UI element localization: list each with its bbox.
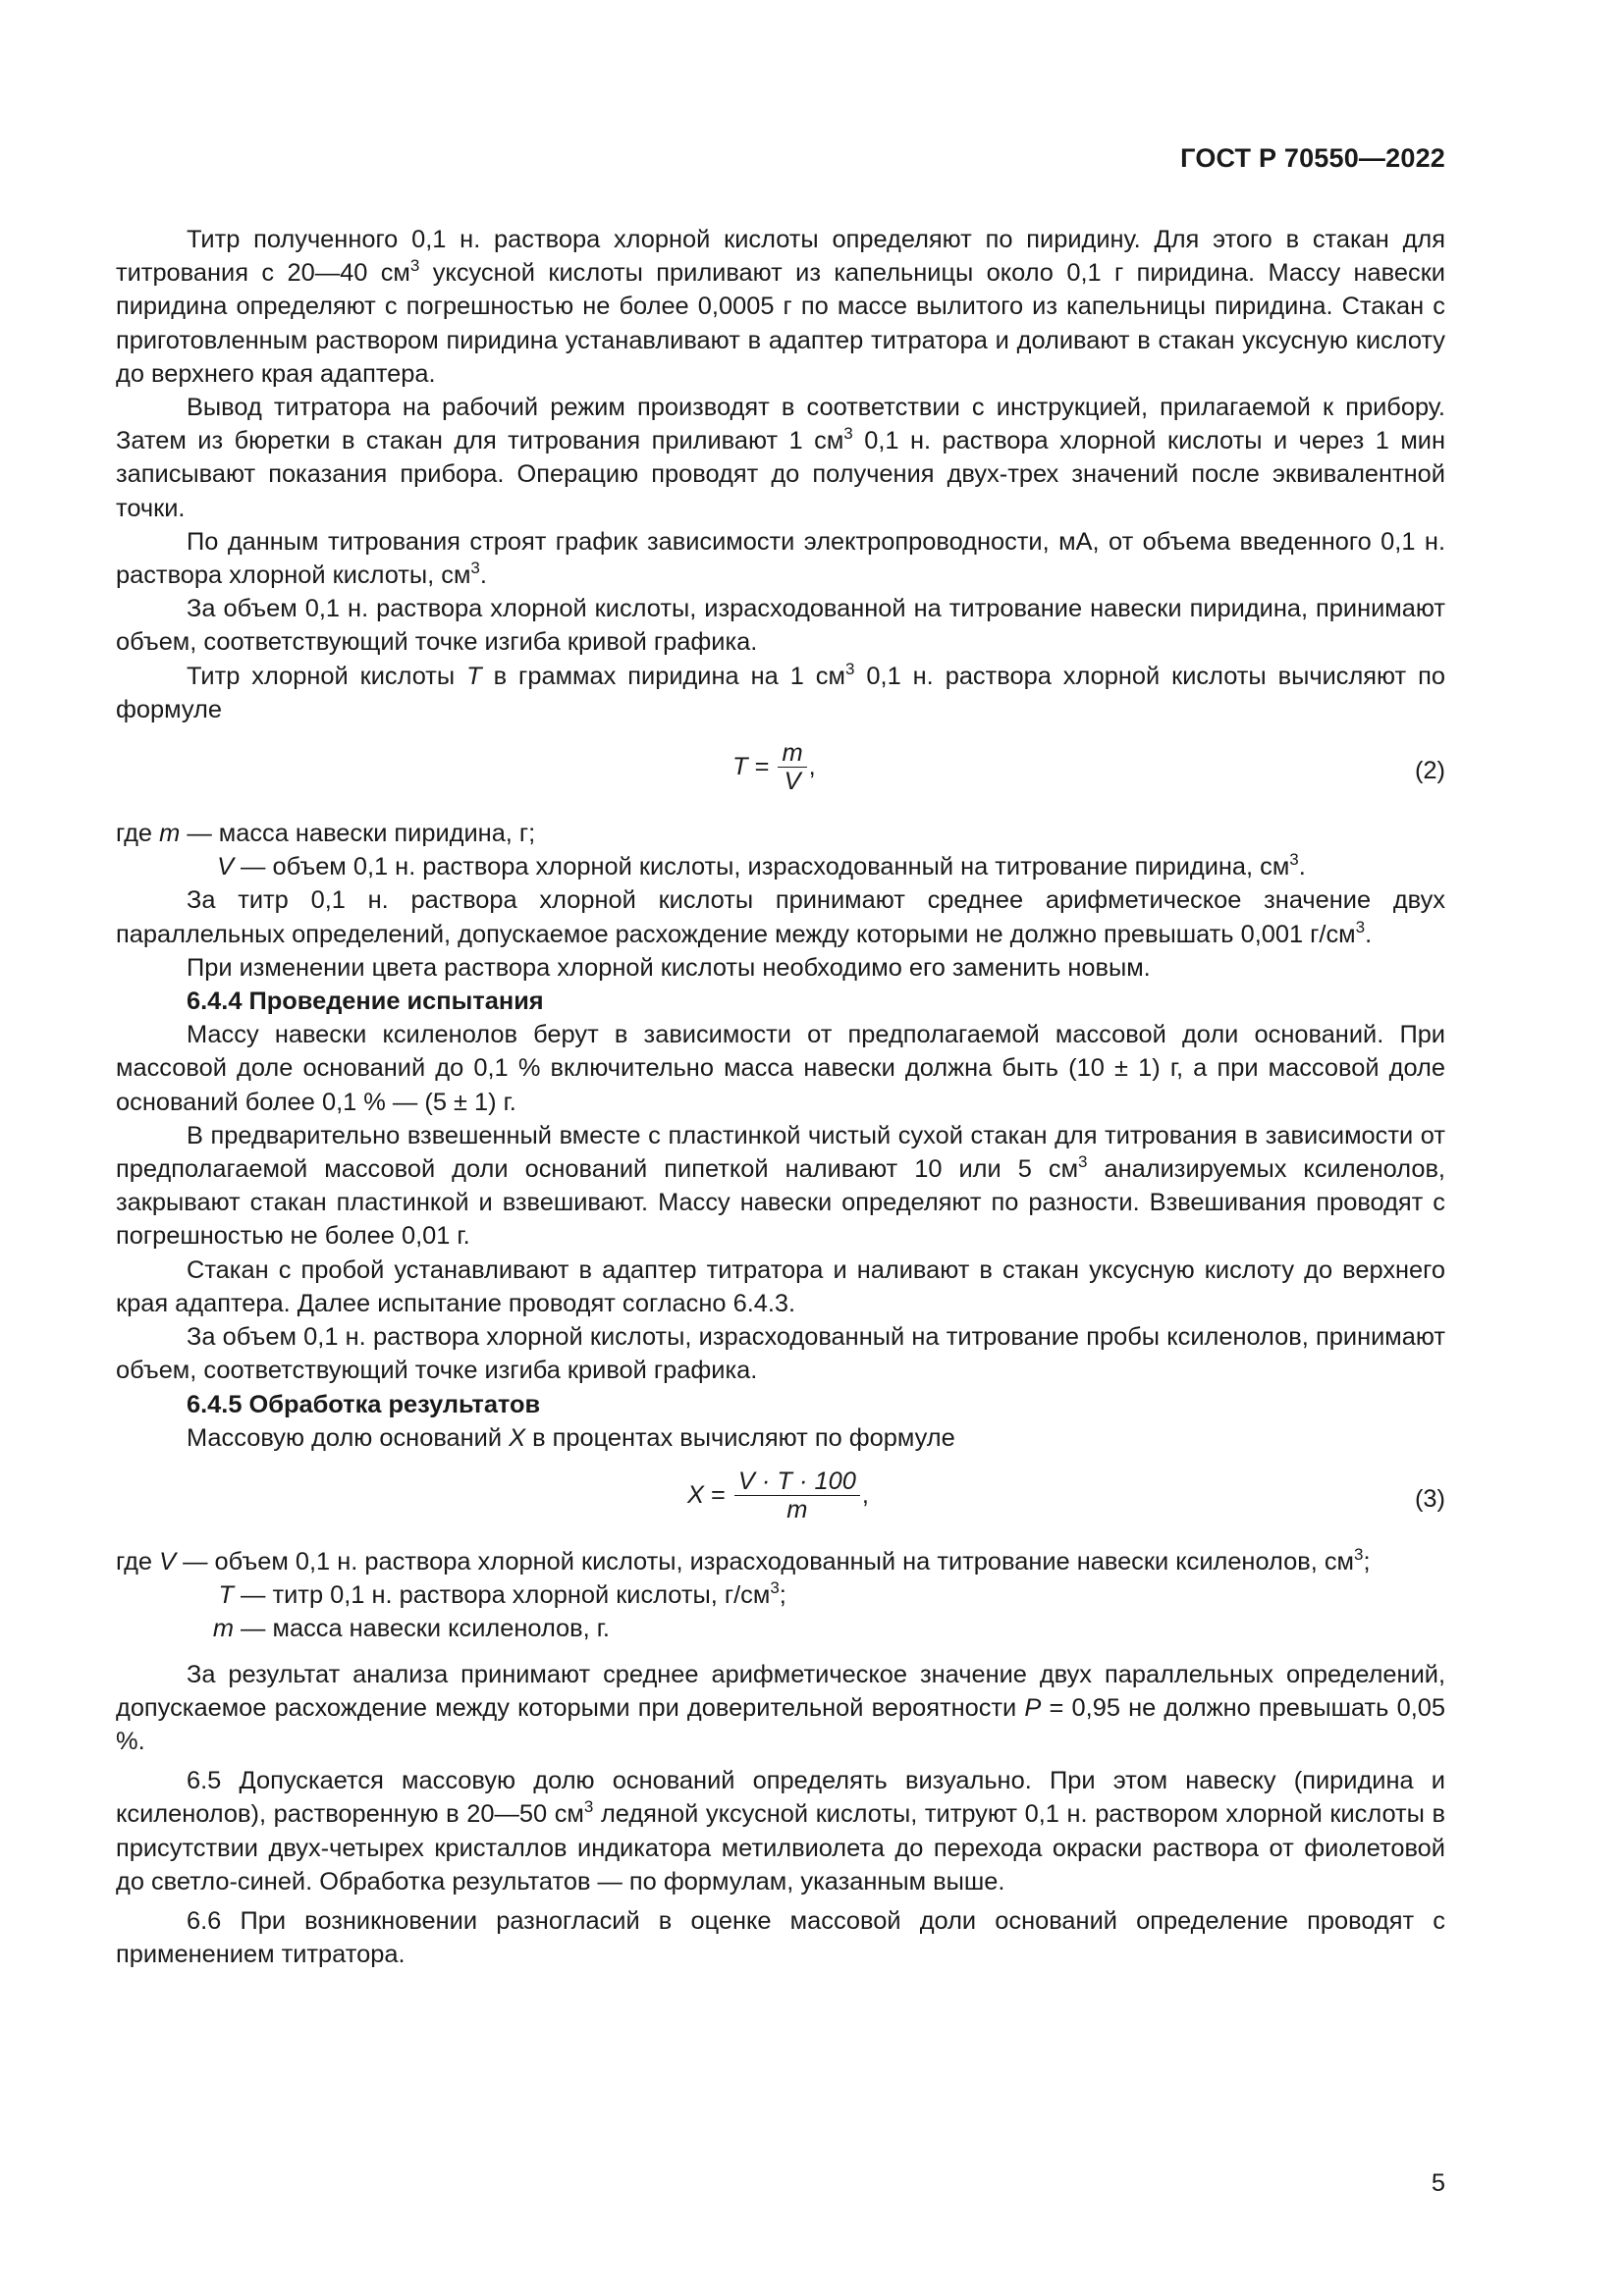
paragraph-inflection-volume: За объем 0,1 н. раствора хлорной кислоты, израсходованной на титрование навески пиридина, принимают объем, соответствующий точке изгиба кривой графика. xyxy=(116,595,1445,657)
paragraph-titer-formula-intro: Титр хлорной кислоты T в граммах пиридина на 1 $см^3$ 0,1 н. раствора хлорной кислоты вычисляют по формуле xyxy=(116,659,1445,723)
where-m-pyridine: где m — масса навески пиридина, г; xyxy=(116,820,536,848)
paragraph-graph-construction: По данным титрования строят график зависимости электропроводности, мА, от объема введенного 0,1 н. раствора хлорной кислоты, $см^3$. xyxy=(116,527,1445,590)
paragraph-6-5-visual: 6.5 Допускается массовую долю оснований определять визуально. При этом навеску (пиридина и ксиленолов), растворенную в 20—50 $см^3$ ледяной уксусной кислоты, титруют 0,1 н. раствором хлорной кислоты в присутствии двух-четырех кристаллов индикатора метилвиолета до перехода окраски раствора от фиолетовой до светло-синей. Обработка результатов — по формулам, указанным выше. xyxy=(116,1767,1445,1896)
paragraph-sample-mass: Массу навески ксиленолов берут в зависимости от предполагаемой массовой доли оснований. При массовой доле оснований до 0,1 % включительно масса навески должна быть (10 ± 1) г, а при массовой доле оснований более 0,1 % — (5 ± 1) г. xyxy=(116,1021,1445,1116)
paragraph-fraction-formula-intro: Массовую долю оснований X в процентах вычисляют по формуле xyxy=(187,1423,955,1452)
paragraph-titer-determination: Титр полученного 0,1 н. раствора хлорной кислоты определяют по пиридину. Для этого в стакан для титрования с 20—40 $см^3$ уксусной кислоты приливают из капельницы около 0,1 г пиридина. Массу навески пиридина определяют с погрешностью не более 0,0005 г по массе вылитого из капельницы пиридина. Стакан с приготовленным раствором пиридина устанавливают в адаптер титратора и доливают в стакан уксусную кислоту до верхнего края адаптера. xyxy=(116,226,1445,388)
document-code-header: ГОСТ Р 70550—2022 xyxy=(1180,143,1445,173)
paragraph-color-change: При изменении цвета раствора хлорной кислоты необходимо его заменить новым. xyxy=(187,953,1151,982)
where-v-pyridine: V — объем 0,1 н. раствора хлорной кислоты, израсходованный на титрование пиридина, $см^3$. xyxy=(217,850,1306,881)
formula-3-expression: X = $\frac{V \cdot T \cdot 100}{m}$ , xyxy=(687,1467,869,1523)
where-t-titer: T — титр 0,1 н. раствора хлорной кислоты, $г/см^3$; xyxy=(218,1578,786,1610)
page-number: 5 xyxy=(1431,2169,1445,2197)
where-v-xylenols: где V — объем 0,1 н. раствора хлорной кислоты, израсходованный на титрование навески ксиленолов, $см^3$; xyxy=(116,1544,1371,1575)
paragraph-weighing: В предварительно взвешенный вместе с пластинкой чистый сухой стакан для титрования в зависимости от предполагаемой массовой доли оснований пипеткой наливают 10 или 5 $см^3$ анализируемых ксиленолов, закрывают стакан пластинкой и взвешивают. Массу навески определяют по разности. Взвешивания проводят с погрешностью не более 0,01 г. xyxy=(116,1121,1445,1251)
paragraph-titer-average: За титр 0,1 н. раствора хлорной кислоты принимают среднее арифметическое значение двух параллельных определений, допускаемое расхождение между которыми не должно превышать 0,001 $г/см^3$. xyxy=(116,886,1445,948)
formula-2-expression: T = $\frac{m}{V}$ , xyxy=(732,739,816,796)
paragraph-titrator-mode: Вывод титратора на рабочий режим производят в соответствии с инструкцией, прилагаемой к прибору. Затем из бюретки в стакан для титрования приливают 1 $см^3$ 0,1 н. раствора хлорной кислоты и через 1 мин записывают показания прибора. Операцию проводят до получения двух-трех значений после эквивалентной точки. xyxy=(116,394,1445,522)
section-heading-6-4-4: 6.4.4 Проведение испытания xyxy=(187,988,544,1016)
section-heading-6-4-5: 6.4.5 Обработка результатов xyxy=(187,1390,541,1418)
formula-2-fraction: $\frac{m}{V}$ xyxy=(778,740,806,794)
formula-3-number: (3) xyxy=(1414,1484,1445,1513)
formula-2 xyxy=(116,726,1445,817)
formula-3-fraction: $\frac{V \cdot T \cdot 100}{m}$ xyxy=(734,1468,860,1522)
paragraph-xylenol-volume: За объем 0,1 н. раствора хлорной кислоты, израсходованный на титрование пробы ксиленолов, принимают объем, соответствующий точке изгиба кривой графика. xyxy=(116,1323,1445,1385)
formula-3 xyxy=(116,1455,1445,1545)
paragraph-6-6-disputes: 6.6 При возникновении разногласий в оценке массовой доли оснований определение проводят с применением титратора. xyxy=(116,1906,1445,1969)
paragraph-sample-placement: Стакан с пробой устанавливают в адаптер титратора и наливают в стакан уксусную кислоту до верхнего края адаптера. Далее испытание проводят согласно 6.4.3. xyxy=(116,1255,1445,1317)
where-m-xylenols: m — масса навески ксиленолов, г. xyxy=(212,1615,610,1643)
document-body xyxy=(116,223,1445,1971)
formula-2-number: (2) xyxy=(1414,757,1445,785)
paragraph-result-average: За результат анализа принимают среднее арифметическое значение двух параллельных определений, допускаемое расхождение между которыми при доверительной вероятности P = 0,95 не должно превышать 0,05 %. xyxy=(116,1660,1445,1755)
